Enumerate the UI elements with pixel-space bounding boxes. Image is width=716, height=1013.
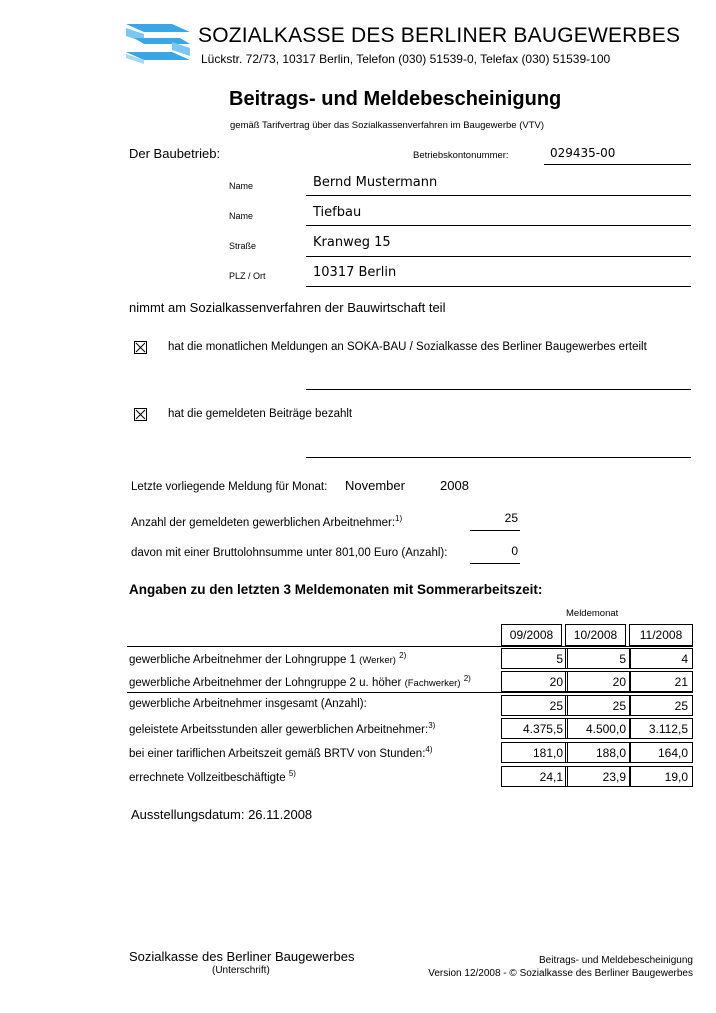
employer-name-value[interactable]: Bernd Mustermann: [313, 175, 438, 190]
field-underline: [306, 225, 691, 226]
value-cell[interactable]: 19,0: [629, 766, 693, 787]
employer-street-value[interactable]: Kranweg 15: [313, 235, 391, 250]
signature-line: [306, 457, 691, 458]
month-header: 09/2008: [501, 624, 562, 646]
employer-field-label: PLZ / Ort: [229, 271, 266, 281]
org-address: Lückstr. 72/73, 10317 Berlin, Telefon (030) 51539-0, Telefax (030) 51539-100: [201, 52, 611, 66]
value-cell[interactable]: 24,1: [501, 766, 568, 787]
org-name: SOZIALKASSE DES BERLINER BAUGEWERBES: [198, 24, 681, 47]
value-cell[interactable]: 25: [565, 695, 631, 716]
field-underline: [306, 195, 691, 196]
value-cell[interactable]: 5: [565, 648, 631, 669]
value-cell[interactable]: 181,0: [501, 742, 568, 763]
low-income-underline: [470, 563, 520, 564]
month-header: 11/2008: [629, 624, 693, 646]
signature-label: (Unterschrift): [212, 965, 270, 976]
footer-version: Version 12/2008 - © Sozialkasse des Berliner Baugewerbes: [428, 968, 693, 979]
value-cell[interactable]: 25: [501, 695, 568, 716]
contributions-paid-label: hat die gemeldeten Beiträge bezahlt: [168, 408, 353, 420]
low-income-label: davon mit einer Bruttolohnsumme unter 801,00 Euro (Anzahl):: [131, 547, 448, 559]
employer-field-label: Name: [229, 181, 254, 191]
row-label: errechnete Vollzeitbeschäftigte $^{5)}$: [129, 769, 296, 784]
value-cell[interactable]: 4.375,5: [501, 718, 568, 739]
participation-text: nimmt am Sozialkassenverfahren der Bauwirtschaft teil: [129, 300, 446, 315]
value-cell[interactable]: 3.112,5: [629, 718, 693, 739]
value-cell[interactable]: 4: [629, 648, 693, 669]
workers-count-underline: [470, 530, 520, 531]
workers-count-value[interactable]: 25: [504, 511, 518, 525]
table-top-rule: [127, 646, 693, 647]
last-report-label: Letzte vorliegende Meldung für Monat:: [131, 481, 328, 493]
low-income-value[interactable]: 0: [511, 544, 518, 558]
field-underline: [306, 256, 691, 257]
monthly-reports-checkbox[interactable]: [134, 341, 147, 354]
contributions-paid-checkbox[interactable]: [134, 408, 147, 421]
field-underline: [306, 286, 691, 287]
check-x-icon: [135, 409, 146, 420]
month-group-label: Meldemonat: [566, 608, 619, 619]
value-cell[interactable]: 25: [629, 695, 693, 716]
account-number-value[interactable]: 029435-00: [550, 146, 616, 160]
employer-field-label: Name: [229, 211, 254, 221]
account-number-underline: [544, 164, 691, 165]
row-label: gewerbliche Arbeitnehmer insgesamt (Anzahl):: [129, 698, 367, 710]
row-label: bei einer tariflichen Arbeitszeit gemäß BRTV von Stunden:$^{4)}$: [129, 745, 433, 760]
account-number-label: Betriebskontonummer:: [413, 150, 509, 161]
row-label: gewerbliche Arbeitnehmer der Lohngruppe 2 u. höher (Fachwerker) $^{2)}$: [129, 674, 471, 689]
value-cell[interactable]: 20: [501, 671, 568, 692]
value-cell[interactable]: 5: [501, 648, 568, 669]
employer-label: Der Baubetrieb:: [129, 146, 221, 161]
page-subtitle: gemäß Tarifvertrag über das Sozialkassenverfahren im Baugewerbe (VTV): [230, 120, 544, 131]
signature-line: [306, 389, 691, 390]
value-cell[interactable]: 188,0: [565, 742, 631, 763]
last-report-year[interactable]: 2008: [440, 478, 469, 493]
issue-date: Ausstellungsdatum: 26.11.2008: [131, 807, 313, 822]
employer-field-label: Straße: [229, 241, 257, 251]
monthly-reports-label: hat die monatlichen Meldungen an SOKA-BAU / Sozialkasse des Berliner Baugewerbes erteilt: [168, 341, 647, 353]
employer-city-value[interactable]: 10317 Berlin: [313, 265, 397, 280]
employer-name2-value[interactable]: Tiefbau: [313, 205, 362, 220]
footer-form-name: Beitrags- und Meldebescheinigung: [539, 955, 693, 966]
summer-heading: Angaben zu den letzten 3 Meldemonaten mit Sommerarbeitszeit:: [129, 582, 543, 597]
value-cell[interactable]: 20: [565, 671, 631, 692]
sum-rule: [127, 692, 693, 693]
value-cell[interactable]: 4.500,0: [565, 718, 631, 739]
last-report-month[interactable]: November: [345, 478, 405, 493]
value-cell[interactable]: 23,9: [565, 766, 631, 787]
row-label: gewerbliche Arbeitnehmer der Lohngruppe 1 (Werker) $^{2)}$: [129, 651, 407, 666]
check-x-icon: [135, 342, 146, 353]
signer-name: Sozialkasse des Berliner Baugewerbes: [129, 949, 355, 964]
value-cell[interactable]: 21: [629, 671, 693, 692]
page-title: Beitrags- und Meldebescheinigung: [229, 88, 562, 110]
row-label: geleistete Arbeitsstunden aller gewerblichen Arbeitnehmer:$^{3)}$: [129, 721, 436, 736]
value-cell[interactable]: 164,0: [629, 742, 693, 763]
workers-count-label: Anzahl der gemeldeten gewerblichen Arbeitnehmer:$^{1)}$: [131, 514, 403, 529]
logo: [124, 20, 192, 66]
month-header: 10/2008: [565, 624, 626, 646]
